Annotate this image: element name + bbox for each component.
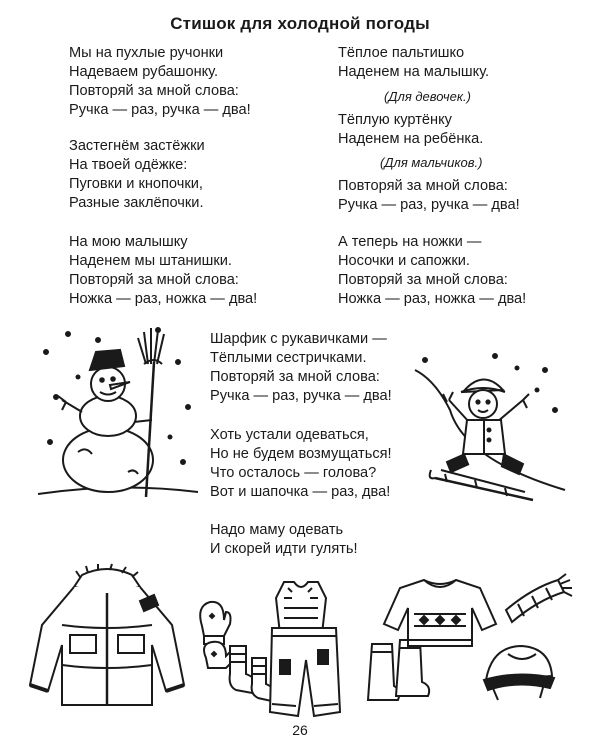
poem-stanza-right-4 xyxy=(338,233,526,309)
poem-line: Пуговки и кнопочки, xyxy=(69,176,203,192)
poem-line: Ручка — раз, ручка — два! xyxy=(210,388,392,404)
note-for-girls: (Для девочек.) xyxy=(384,89,471,104)
poem-line: Ножка — раз, ножка — два! xyxy=(69,291,258,307)
poem-line: Повторяй за мной слова: xyxy=(210,369,380,385)
poem-stanza-right-3 xyxy=(338,177,520,215)
poem-line: На мою малышку xyxy=(69,234,188,250)
sled-child-icon xyxy=(405,350,565,510)
poem-stanza-left-3 xyxy=(69,233,257,309)
snow-pants-icon xyxy=(262,620,346,720)
poem-stanza-right-2 xyxy=(338,111,483,149)
poem-line: Мы на пухлые ручонки xyxy=(69,45,224,61)
poem-stanza-right-1 xyxy=(338,44,489,82)
poem-line: Ножка — раз, ножка — два! xyxy=(338,291,527,307)
page-number: 26 xyxy=(292,722,308,738)
note-for-boys: (Для мальчиков.) xyxy=(380,155,483,170)
poem-line: Хоть устали одеваться, xyxy=(210,427,369,443)
poem-line: Тёплое пальтишко xyxy=(338,45,465,61)
poem-line: Надеваем рубашонку. xyxy=(69,64,219,80)
poem-stanza-left-1 xyxy=(69,44,251,120)
poem-stanza-left-2 xyxy=(69,137,205,213)
page-title: Стишок для холодной погоды xyxy=(170,14,430,33)
poem-line: Что осталось — голова? xyxy=(210,465,377,481)
winter-jacket-icon xyxy=(22,565,192,715)
fur-hat-icon xyxy=(478,640,558,704)
poem-line: Ручка — раз, ручка — два! xyxy=(69,102,251,118)
poem-line: Наденем на малышку. xyxy=(338,64,490,80)
poem-line: А теперь на ножки — xyxy=(338,234,482,250)
poem-line: Застегнём застёжки xyxy=(69,138,205,154)
poem-line: На твоей одёжке: xyxy=(69,157,188,173)
poem-line: Повторяй за мной слова: xyxy=(69,83,239,99)
poem-line: Повторяй за мной слова: xyxy=(338,178,508,194)
poem-line: Тёплую куртёнку xyxy=(338,112,452,128)
sweater-icon xyxy=(380,574,500,650)
poem-stanza-center-2 xyxy=(210,426,392,502)
poem-line: Наденем на ребёнка. xyxy=(338,131,484,147)
poem-line: Повторяй за мной слова: xyxy=(69,272,239,288)
poem-line: Тёплыми сестричками. xyxy=(210,350,367,366)
poem-stanza-center-1 xyxy=(210,330,392,406)
scarf-icon xyxy=(502,570,572,630)
poem-line: Но не будем возмущаться! xyxy=(210,446,392,462)
poem-line: Повторяй за мной слова: xyxy=(338,272,508,288)
poem-line: Надо маму одевать xyxy=(210,522,344,538)
poem-line: Носочки и сапожки. xyxy=(338,253,470,269)
poem-stanza-center-3 xyxy=(210,521,358,559)
poem-line: И скорей идти гулять! xyxy=(210,541,358,557)
poem-line: Шарфик с рукавичками — xyxy=(210,331,387,347)
poem-line: Вот и шапочка — раз, два! xyxy=(210,484,391,500)
poem-line: Ручка — раз, ручка — два! xyxy=(338,197,520,213)
snowman-icon xyxy=(38,322,198,502)
poem-line: Разные заклёпочки. xyxy=(69,195,204,211)
poem-line: Наденем мы штанишки. xyxy=(69,253,232,269)
